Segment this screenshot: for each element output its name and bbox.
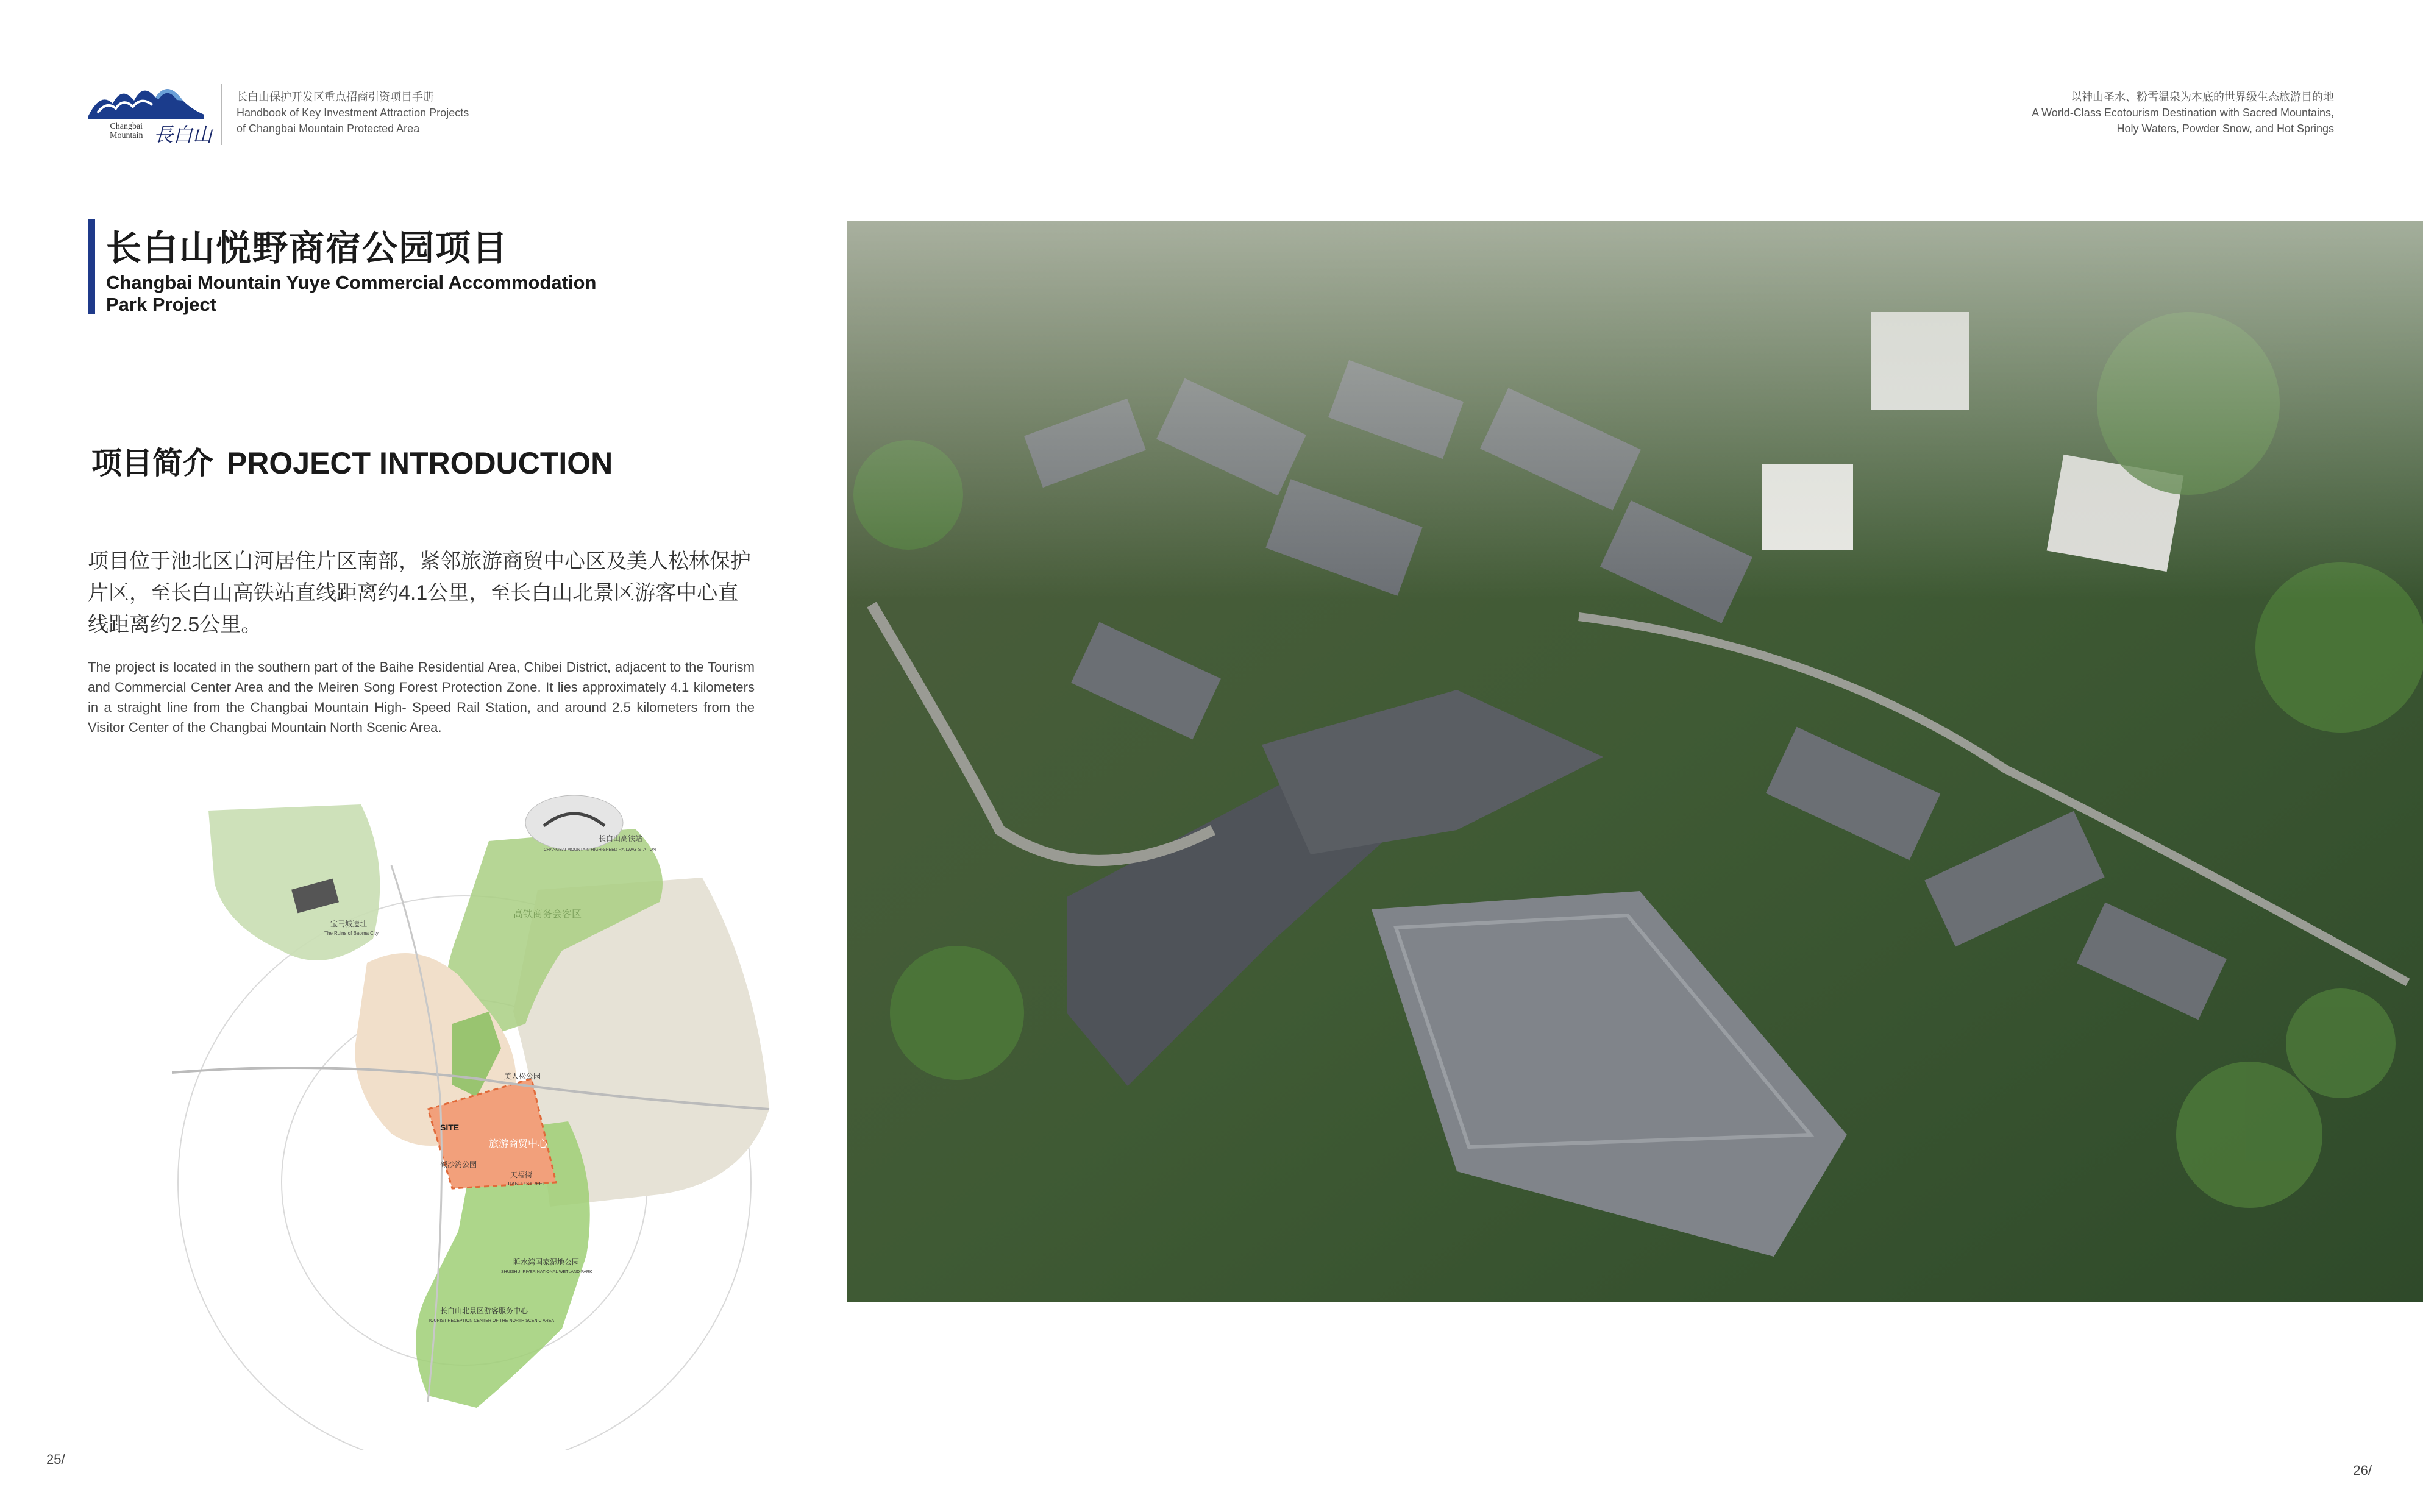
slogan-cn: 以神山圣水、粉雪温泉为本底的世界级生态旅游目的地 xyxy=(2071,91,2334,103)
map-label-visitor-en: TOURIST RECEPTION CENTER OF THE NORTH SCENIC AREA xyxy=(428,1319,555,1323)
aerial-photo xyxy=(847,221,2423,1302)
intro-text-en: The project is located in the southern part of the Baihe Residential Area, Chibei District, adjacent to the Tourism and Commercial Center Area and the Meiren Song Forest Protection Zone. It lies approximately 4.1 kilometers in a straight line from the Changbai Mountain High- Speed Rail Station, and around 2.5 kilometers from the Visitor Center of the Changbai Mountain North Scenic Area. xyxy=(88,659,755,735)
section-heading-cn: 项目简介 xyxy=(91,446,213,480)
handbook-title xyxy=(237,89,469,137)
section-heading xyxy=(91,439,613,483)
section-heading-en: PROJECT INTRODUCTION xyxy=(226,446,613,480)
map-label-wetland-cn: 睡水湾国家湿地公园 xyxy=(513,1258,580,1266)
map-label-meiren: 美人松公园 xyxy=(504,1072,541,1081)
map-label-wetland-en: SHUISHUI RIVER NATIONAL WETLAND PARK xyxy=(501,1270,592,1274)
map-label-hsr-en: CHANGBAI MOUNTAIN HIGH-SPEED RAILWAY STATION xyxy=(544,848,656,852)
handbook-title-en-line1: Handbook of Key Investment Attraction Projects xyxy=(237,107,469,119)
location-map xyxy=(172,792,800,1450)
wave-mountain-icon xyxy=(85,79,207,122)
project-title-cn: 长白山悦野商宿公园项目 xyxy=(106,229,509,268)
page-number-left: 25/ xyxy=(46,1452,65,1467)
map-label-cemesha: 碱沙湾公园 xyxy=(440,1160,477,1169)
project-title-en: Changbai Mountain Yuye Commercial Accommodation Park Project xyxy=(106,272,597,315)
map-label-site: SITE xyxy=(440,1123,460,1132)
map-label-tianfu-cn: 天福街 xyxy=(510,1171,533,1179)
logo-english-text xyxy=(110,122,143,140)
map-label-tianfu-en: TIANFU STREET xyxy=(507,1181,546,1187)
logo-chinese-text: 長白山 xyxy=(154,123,213,146)
slogan-en-line1: A World-Class Ecotourism Destination with Sacred Mountains, xyxy=(2032,107,2334,119)
header-divider xyxy=(221,84,222,145)
intro-text-cn: 项目位于池北区白河居住片区南部，紧邻旅游商贸中心区及美人松林保护片区，至长白山高铁站直线距离约4.1公里，至长白山北景区游客中心直线距离约2.5公里。 xyxy=(88,550,751,636)
title-accent-bar xyxy=(88,219,95,314)
handbook-title-en-line2: of Changbai Mountain Protected Area xyxy=(237,122,420,135)
header-slogan xyxy=(2032,89,2334,137)
handbook-title-cn: 长白山保护开发区重点招商引资项目手册 xyxy=(237,91,434,103)
map-label-hsr-cn: 长白山高铁站 xyxy=(599,834,643,843)
map-green-region-nw xyxy=(208,804,380,960)
map-label-zone: 旅游商贸中心 xyxy=(489,1139,548,1149)
map-label-hsr-zone: 高铁商务会客区 xyxy=(513,909,582,920)
map-label-ruins-cn: 宝马城遗址 xyxy=(330,920,368,928)
map-label-visitor-cn: 长白山北景区游客服务中心 xyxy=(440,1307,528,1315)
map-label-ruins-en: The Ruins of Baoma City xyxy=(324,931,379,936)
slogan-en-line2: Holy Waters, Powder Snow, and Hot Springs xyxy=(2116,122,2334,135)
logo-en-line1: Changbai xyxy=(110,122,143,131)
logo-en-line2: Mountain xyxy=(110,131,143,140)
page-number-right: 26/ xyxy=(2353,1463,2372,1478)
